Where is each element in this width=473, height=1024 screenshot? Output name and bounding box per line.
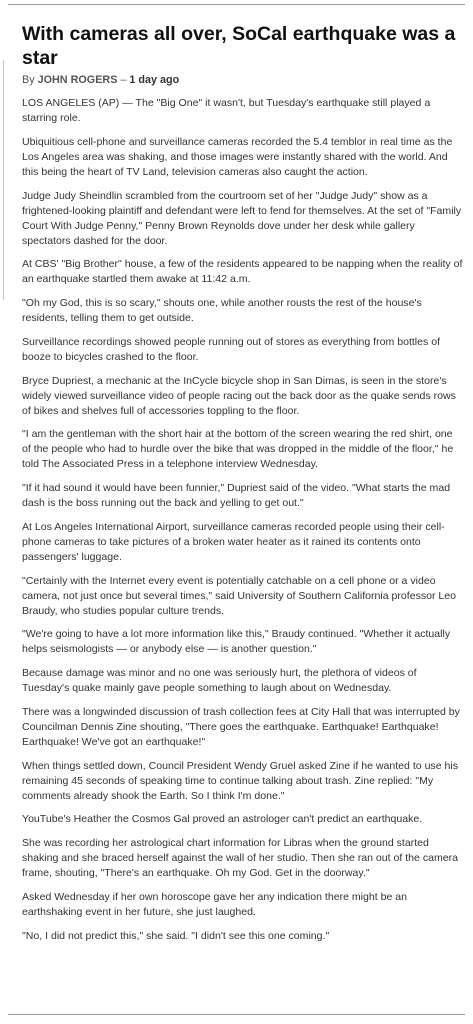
article xyxy=(22,22,464,952)
article-paragraph: "I am the gentleman with the short hair at the bottom of the screen wearing the red shirt, one of the people who had to hurdle over the bike that was dropped in the middle of the floor," he told The Associated Press in a telephone interview Wednesday. xyxy=(22,428,454,471)
article-paragraph: YouTube's Heather the Cosmos Gal proved an astrologer can't predict an earthquake. xyxy=(22,813,423,826)
headline: With cameras all over, SoCal earthquake was a star xyxy=(22,23,456,69)
bottom-divider xyxy=(8,1014,465,1015)
article-body xyxy=(22,96,464,944)
article-paragraph: "No, I did not predict this," she said. "I didn't see this one coming." xyxy=(22,929,330,942)
article-paragraph: There was a longwinded discussion of trash collection fees at City Hall that was interrupted by Councilman Dennis Zine shouting, "There goes the earthquake. Earthquake! Earthquake! Earthquake! We've got an earthquake!" xyxy=(22,705,460,748)
article-paragraph: "Oh my God, this is so scary," shouts one, while another rousts the rest of the house's residents, telling them to get outside. xyxy=(22,297,422,324)
article-paragraph: Surveillance recordings showed people running out of stores as everything from bottles of booze to bicycles crashed to the floor. xyxy=(22,335,441,363)
byline-by: By xyxy=(22,74,35,86)
left-edge-line xyxy=(3,60,4,300)
article-paragraph: "If it had sound it would have been funnier," Dupriest said of the video. "What starts the mad dash is the boss running out the back and yelling to get out." xyxy=(22,482,451,509)
byline-separator: – xyxy=(120,74,127,86)
article-paragraph: "We're going to have a lot more information like this," Braudy continued. "Whether it actually helps seismologists — or anybody else — is another question." xyxy=(22,628,451,656)
article-paragraph: At Los Angeles International Airport, surveillance cameras recorded people using their cell-phone cameras to take pictures of a broken water heater as it rained its contents onto passengers' luggage. xyxy=(22,520,445,563)
article-paragraph: When things settled down, Council President Wendy Gruel asked Zine if he wanted to use his remaining 45 seconds of speaking time to continue talking about trash. Zine replied: "My comments already shook the Earth. So I think I'm done." xyxy=(22,759,458,802)
article-paragraph: Judge Judy Sheindlin scrambled from the courtroom set of her "Judge Judy" show as a frightened-looking plaintiff and defendant were left to fend for themselves. At the set of "Family Court With Judge Penny," Penny Brown Reynolds dove under her desk while gallery spectators dashed for the door. xyxy=(22,189,462,247)
article-paragraph: Asked Wednesday if her own horoscope gave her any indication there might be an earthshaking event in her future, she just laughed. xyxy=(22,890,408,918)
article-paragraph: LOS ANGELES (AP) — The "Big One" it wasn't, but Tuesday's earthquake still played a starring role. xyxy=(22,97,431,124)
byline-timestamp: 1 day ago xyxy=(129,74,180,86)
article-paragraph: At CBS' "Big Brother" house, a few of the residents appeared to be napping when the reality of an earthquake startled them awake at 11:42 a.m. xyxy=(22,258,463,286)
top-divider xyxy=(8,4,465,5)
article-paragraph: Because damage was minor and no one was seriously hurt, the plethora of videos of Tuesday's quake mainly gave people something to laugh about on Wednesday. xyxy=(22,667,417,694)
byline xyxy=(22,73,464,88)
article-paragraph: Ubiquitious cell-phone and surveillance cameras recorded the 5.4 temblor in real time as the Los Angeles area was shaking, and those images were instantly shared with the world. And this being the heart of TV Land, television cameras also caught the action. xyxy=(22,135,453,178)
byline-author: JOHN ROGERS xyxy=(37,74,118,86)
article-paragraph: "Certainly with the Internet every event is potentially catchable on a cell phone or a video camera, not just once but several times," said University of Southern California professor Leo Braudy, who studies popular culture trends. xyxy=(22,574,457,617)
article-paragraph: She was recording her astrological chart information for Libras when the ground started shaking and she braced herself against the wall of her studio. Then she ran out of the camera frame, shouting, "There's an earthquake. Oh my God. Get in the doorway." xyxy=(22,837,459,879)
article-paragraph: Bryce Dupriest, a mechanic at the InCycle bicycle shop in San Dimas, is seen in the store's widely viewed surveillance video of people racing out the back door as the quake sends rows of bikes and shelves full of accessories toppling to the floor. xyxy=(22,374,456,417)
